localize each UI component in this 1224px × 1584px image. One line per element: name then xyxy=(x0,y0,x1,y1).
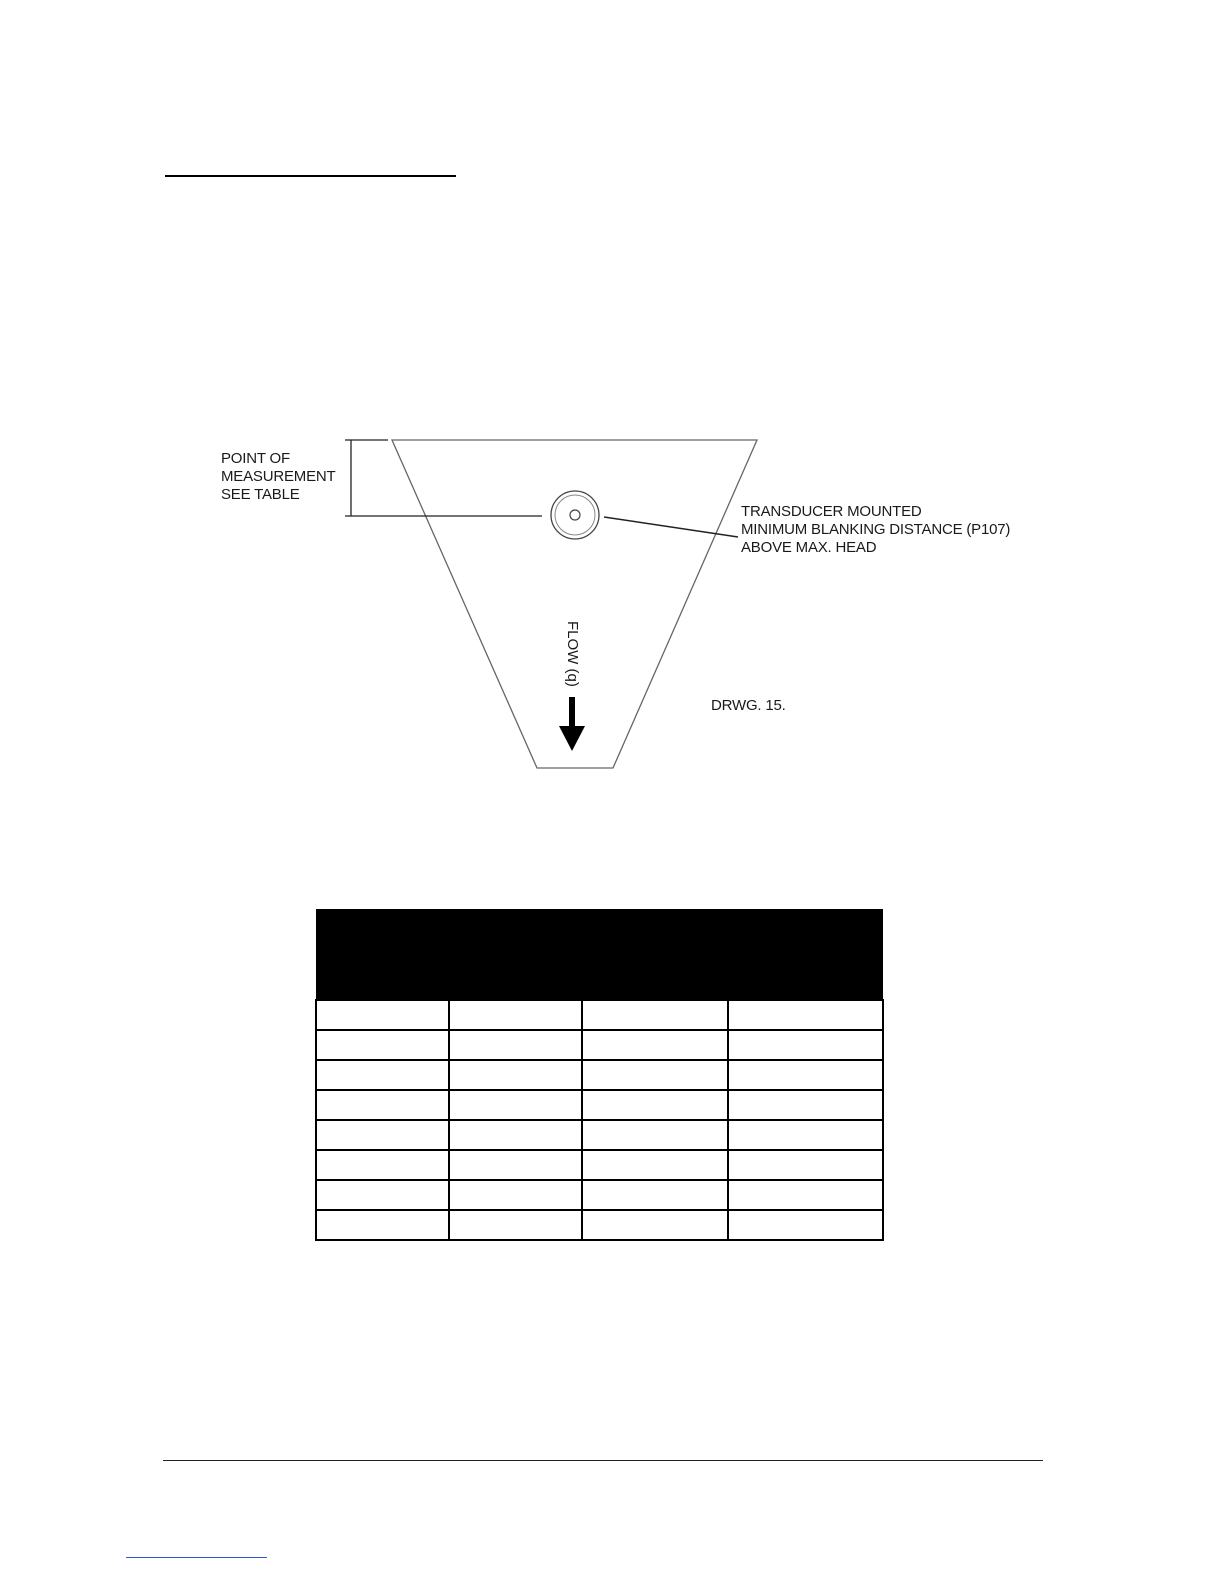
footer-link-underline xyxy=(126,1557,267,1558)
table-cell xyxy=(316,1150,449,1180)
header-cell xyxy=(449,909,582,1000)
table-row xyxy=(316,1150,883,1180)
pom-line-1: POINT OF xyxy=(221,450,290,467)
transducer-label xyxy=(741,503,1010,557)
footer-rule xyxy=(163,1460,1043,1461)
table-row xyxy=(316,1060,883,1090)
table-cell xyxy=(728,1150,883,1180)
table-cell xyxy=(449,1060,582,1090)
table-cell xyxy=(449,1090,582,1120)
table-cell xyxy=(582,1000,728,1030)
table-cell xyxy=(582,1120,728,1150)
table-cell xyxy=(316,1060,449,1090)
point-of-measurement-label xyxy=(221,450,335,504)
drawing-number: DRWG. 15. xyxy=(711,697,786,714)
table-cell xyxy=(316,1030,449,1060)
table-row xyxy=(316,1180,883,1210)
table-cell xyxy=(316,1000,449,1030)
transducer-leader-line xyxy=(604,517,738,537)
table-row xyxy=(316,1090,883,1120)
pom-line-2: MEASUREMENT xyxy=(221,468,336,485)
table-cell xyxy=(582,1210,728,1240)
dimension-table xyxy=(315,909,884,1241)
flow-arrow-head xyxy=(559,726,585,751)
table-cell xyxy=(582,1060,728,1090)
table-row xyxy=(316,1030,883,1060)
header-cell xyxy=(728,909,883,1000)
transducer-line-1: TRANSDUCER MOUNTED xyxy=(741,503,922,520)
transducer-line-2: MINIMUM BLANKING DISTANCE (P107) xyxy=(741,521,1011,538)
transducer-center xyxy=(570,510,580,520)
transducer-outer-circle xyxy=(551,491,599,539)
table-row xyxy=(316,1000,883,1030)
table-cell xyxy=(316,1090,449,1120)
table-cell xyxy=(582,1150,728,1180)
transducer-inner-circle xyxy=(555,495,595,535)
table-cell xyxy=(582,1090,728,1120)
flow-arrow-shaft xyxy=(569,697,575,731)
table-cell xyxy=(316,1120,449,1150)
table-row xyxy=(316,1120,883,1150)
table-cell xyxy=(728,1120,883,1150)
table-body xyxy=(316,1000,883,1240)
table-cell xyxy=(316,1180,449,1210)
table-cell xyxy=(316,1210,449,1240)
table-cell xyxy=(582,1180,728,1210)
transducer-line-3: ABOVE MAX. HEAD xyxy=(741,539,877,556)
table-cell xyxy=(449,1210,582,1240)
table-cell xyxy=(728,1180,883,1210)
table-cell xyxy=(449,1150,582,1180)
table-cell xyxy=(728,1060,883,1090)
header-cell xyxy=(582,909,728,1000)
table-header-row xyxy=(316,909,883,1000)
table-cell xyxy=(449,1030,582,1060)
header-cell xyxy=(316,909,449,1000)
table-cell xyxy=(449,1000,582,1030)
table-cell xyxy=(582,1030,728,1060)
flow-label: FLOW (q) xyxy=(564,621,581,687)
table-cell xyxy=(449,1180,582,1210)
table-cell xyxy=(728,1030,883,1060)
table-cell xyxy=(728,1090,883,1120)
table-cell xyxy=(449,1120,582,1150)
table-row xyxy=(316,1210,883,1240)
pom-line-3: SEE TABLE xyxy=(221,486,300,503)
table-cell xyxy=(728,1210,883,1240)
table-cell xyxy=(728,1000,883,1030)
